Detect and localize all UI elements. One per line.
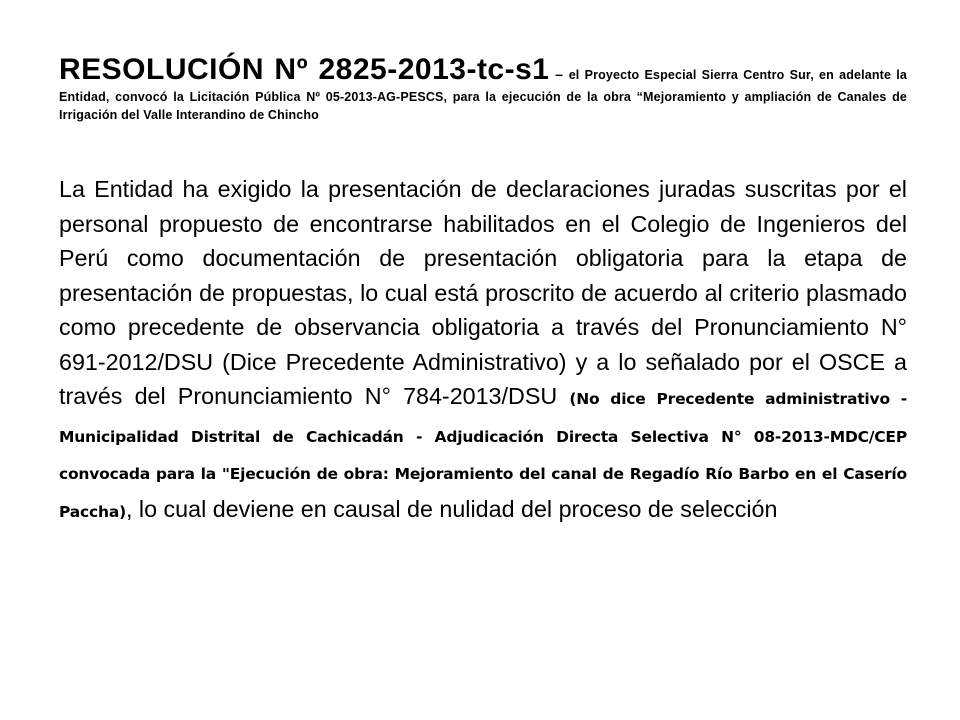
resolution-header xyxy=(59,52,907,124)
title-separator: – xyxy=(549,66,569,82)
resolution-title: RESOLUCIÓN Nº 2825-2013-tc-s1 xyxy=(59,53,550,86)
paragraph-text-part1: La Entidad ha exigido la presentación de declaraciones juradas suscritas por el personal propuesto de encontrarse habilitados en el Colegio de Ingenieros del Perú como documentación de presentación obligatoria para la etapa de presentación de propuestas, lo cual está proscrito de acuerdo al criterio plasmado como precedente de observancia obligatoria a través del Pronunciamiento N° 691-2012/DSU (Dice Precedente Administrativo) y a lo señalado por el OSCE a través del Pronunciamiento N° 784-2013/DSU xyxy=(59,176,907,409)
paragraph-text-part3: , lo cual deviene en causal de nulidad del proceso de selección xyxy=(125,495,778,522)
paragraph-bold-note: (No dice Precedente administrativo - Municipalidad Distrital de Cachicadán - Adjudicación Directa Selectiva N° 08-2013-MDC/CEP convocada para la "Ejecución de obra: Mejoramiento del canal de Regadío Río Barbo en el Caserío Paccha) xyxy=(59,390,907,521)
body-paragraph xyxy=(59,172,907,529)
resolution-summary: el Proyecto Especial Sierra Centro Sur, en adelante la Entidad, convocó la Licitación Pública Nº 05-2013-AG-PESCS, para la ejecución de la obra “Mejoramiento y ampliación de Canales de Irrigación del Valle Interandino de Chincho xyxy=(59,68,908,122)
